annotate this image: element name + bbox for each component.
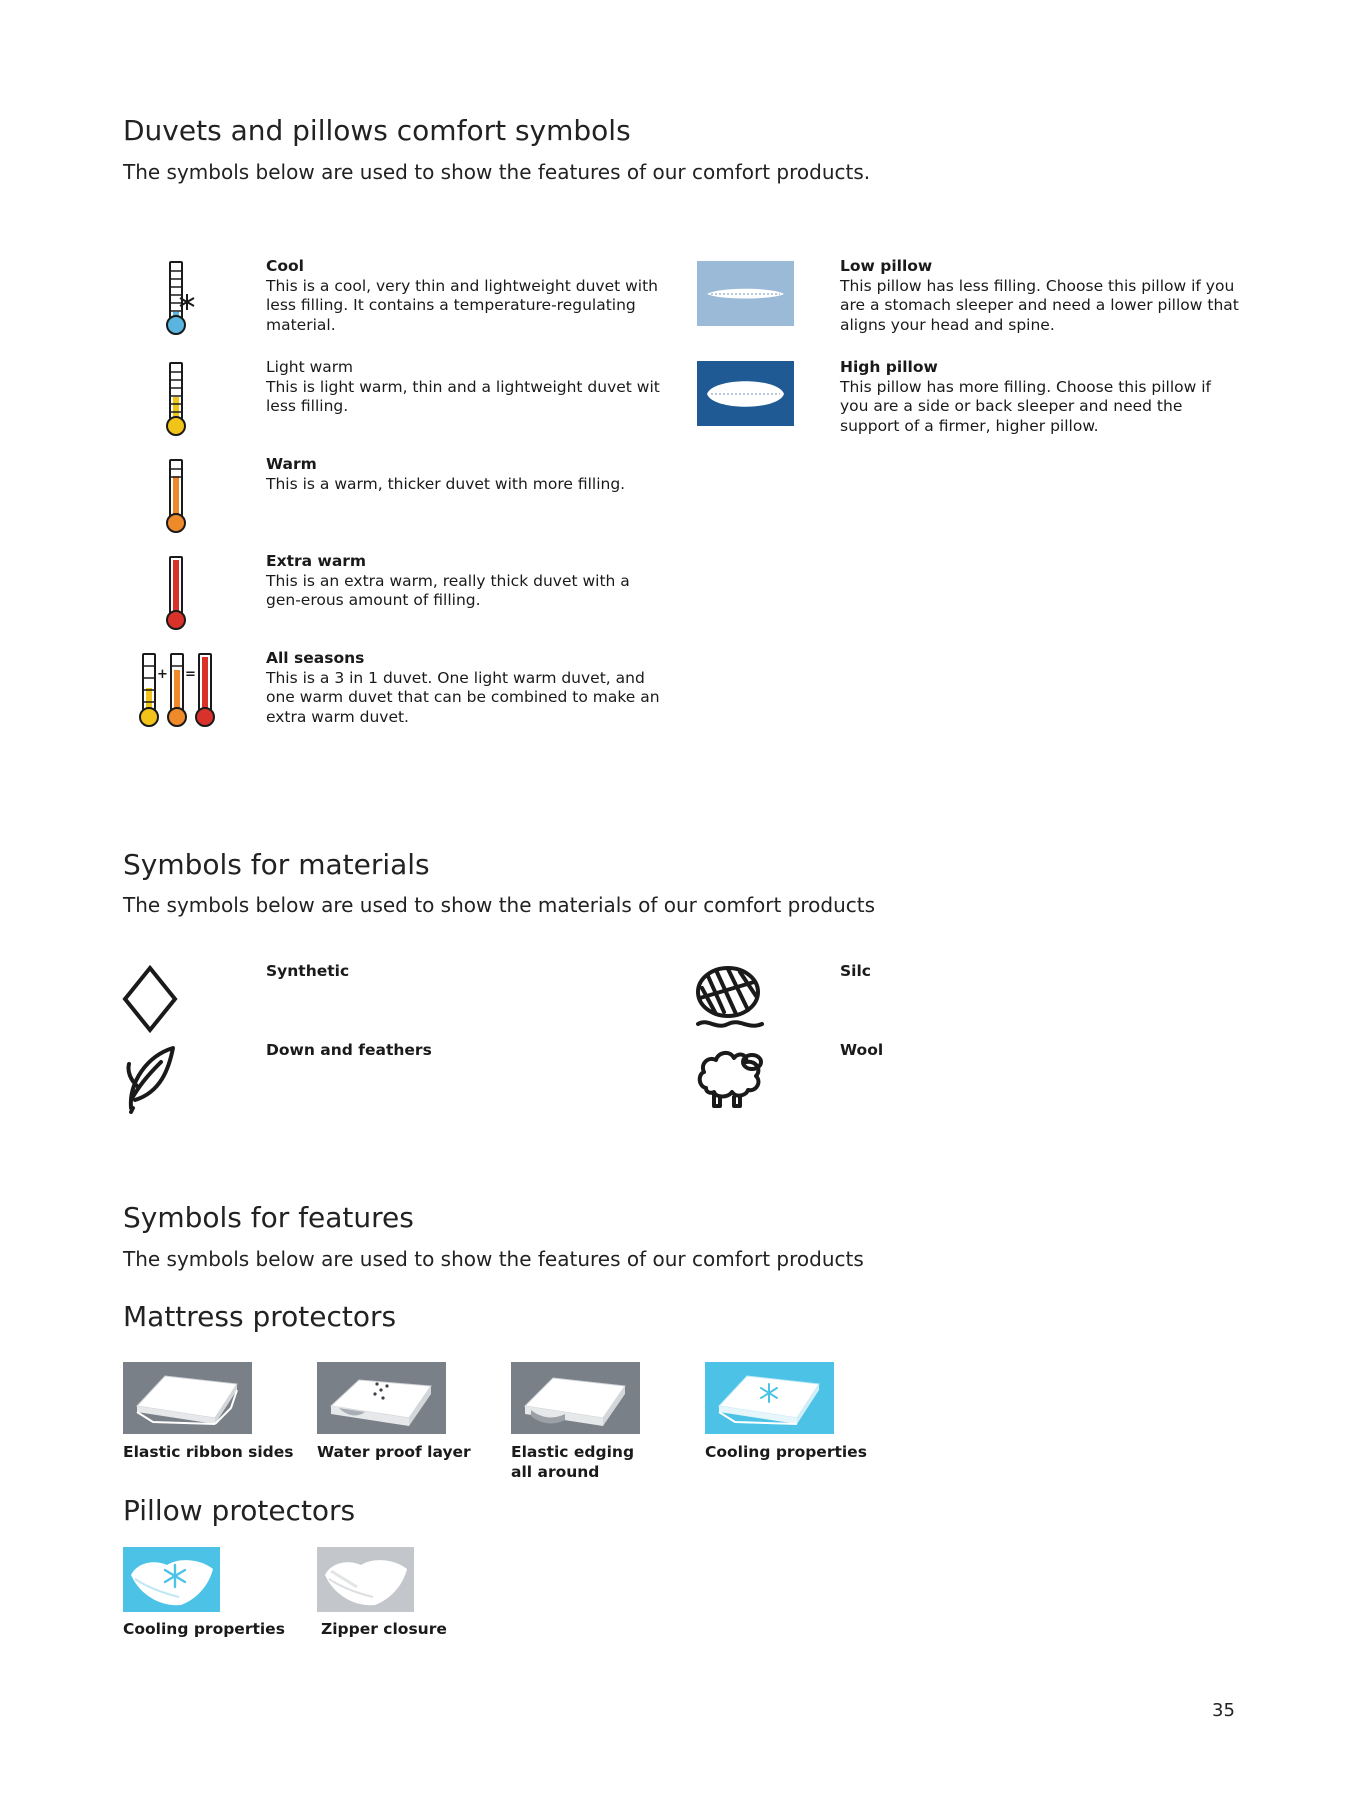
light-warm-title: Light warm [266,358,353,376]
high-pillow-icon [697,361,794,426]
elastic-ribbon-sides-icon [123,1362,252,1434]
pillow-cooling-label: Cooling properties [123,1620,285,1638]
zipper-closure-icon [317,1547,414,1612]
water-proof-layer-icon [317,1362,446,1434]
mattress-cooling-icon [705,1362,834,1434]
silk-label: Silc [840,962,871,980]
all-seasons-body: This is a 3 in 1 duvet. One light warm duvet, and one warm duvet that can be combined to make an extra warm duvet. [266,668,660,726]
elastic-ribbon-sides-label: Elastic ribbon sides [123,1443,294,1461]
low-pillow-description [840,257,1240,335]
light-warm-body: This is light warm, thin and a lightweight duvet wit less filling. [266,377,660,415]
all-seasons-description [266,649,666,727]
cool-description [266,257,666,335]
page-number: 35 [1212,1700,1235,1721]
mattress-protectors-heading: Mattress protectors [123,1300,397,1333]
low-pillow-title: Low pillow [840,257,933,275]
extra-warm-body: This is an extra warm, really thick duvet with a gen-erous amount of filling. [266,571,630,609]
extra-warm-description [266,552,666,611]
thermometer-warm-icon [160,458,196,534]
high-pillow-description [840,358,1240,436]
materials-heading: Symbols for materials [123,848,430,881]
warm-description [266,455,666,494]
pillow-protectors-heading: Pillow protectors [123,1494,356,1527]
sheep-icon [694,1040,766,1112]
thermometer-cool-icon [160,260,196,336]
extra-warm-title: Extra warm [266,552,367,570]
high-pillow-body: This pillow has more filling. Choose this pillow if you are a side or back sleeper and need the support of a firmer, higher pillow. [840,377,1212,435]
comfort-subheading: The symbols below are used to show the features of our comfort products. [123,160,871,184]
light-warm-description [266,358,666,417]
plus-sign: + [157,667,168,682]
feather-icon [121,1042,181,1114]
high-pillow-title: High pillow [840,358,938,376]
pillow-cooling-icon [123,1547,220,1612]
thermometer-extra-warm-icon [160,555,196,631]
zipper-closure-label: Zipper closure [321,1620,447,1638]
low-pillow-body: This pillow has less filling. Choose this pillow if you are a stomach sleeper and need a lower pillow that aligns your head and spine. [840,276,1239,334]
mattress-cooling-label: Cooling properties [705,1443,867,1461]
down-and-feathers-label: Down and feathers [266,1041,432,1059]
elastic-edging-label: Elastic edging all around [511,1443,635,1481]
elastic-edging-icon [511,1362,640,1434]
features-subheading: The symbols below are used to show the features of our comfort products [123,1247,864,1271]
synthetic-label: Synthetic [266,962,350,980]
features-heading: Symbols for features [123,1201,414,1234]
equals-sign: = [185,667,196,682]
water-proof-layer-label: Water proof layer [317,1443,471,1461]
diamond-icon [121,964,179,1034]
silk-cocoon-icon [694,962,766,1032]
cool-title: Cool [266,257,304,275]
all-seasons-title: All seasons [266,649,365,667]
warm-title: Warm [266,455,317,473]
wool-label: Wool [840,1041,884,1059]
comfort-heading: Duvets and pillows comfort symbols [123,114,631,147]
low-pillow-icon [697,261,794,326]
warm-body: This is a warm, thicker duvet with more filling. [266,474,626,493]
materials-subheading: The symbols below are used to show the materials of our comfort products [123,893,876,917]
thermometer-all-seasons-icon [134,652,224,728]
thermometer-light-warm-icon [160,361,196,437]
cool-body: This is a cool, very thin and lightweight duvet with less filling. It contains a temperature-regulating material. [266,276,659,334]
